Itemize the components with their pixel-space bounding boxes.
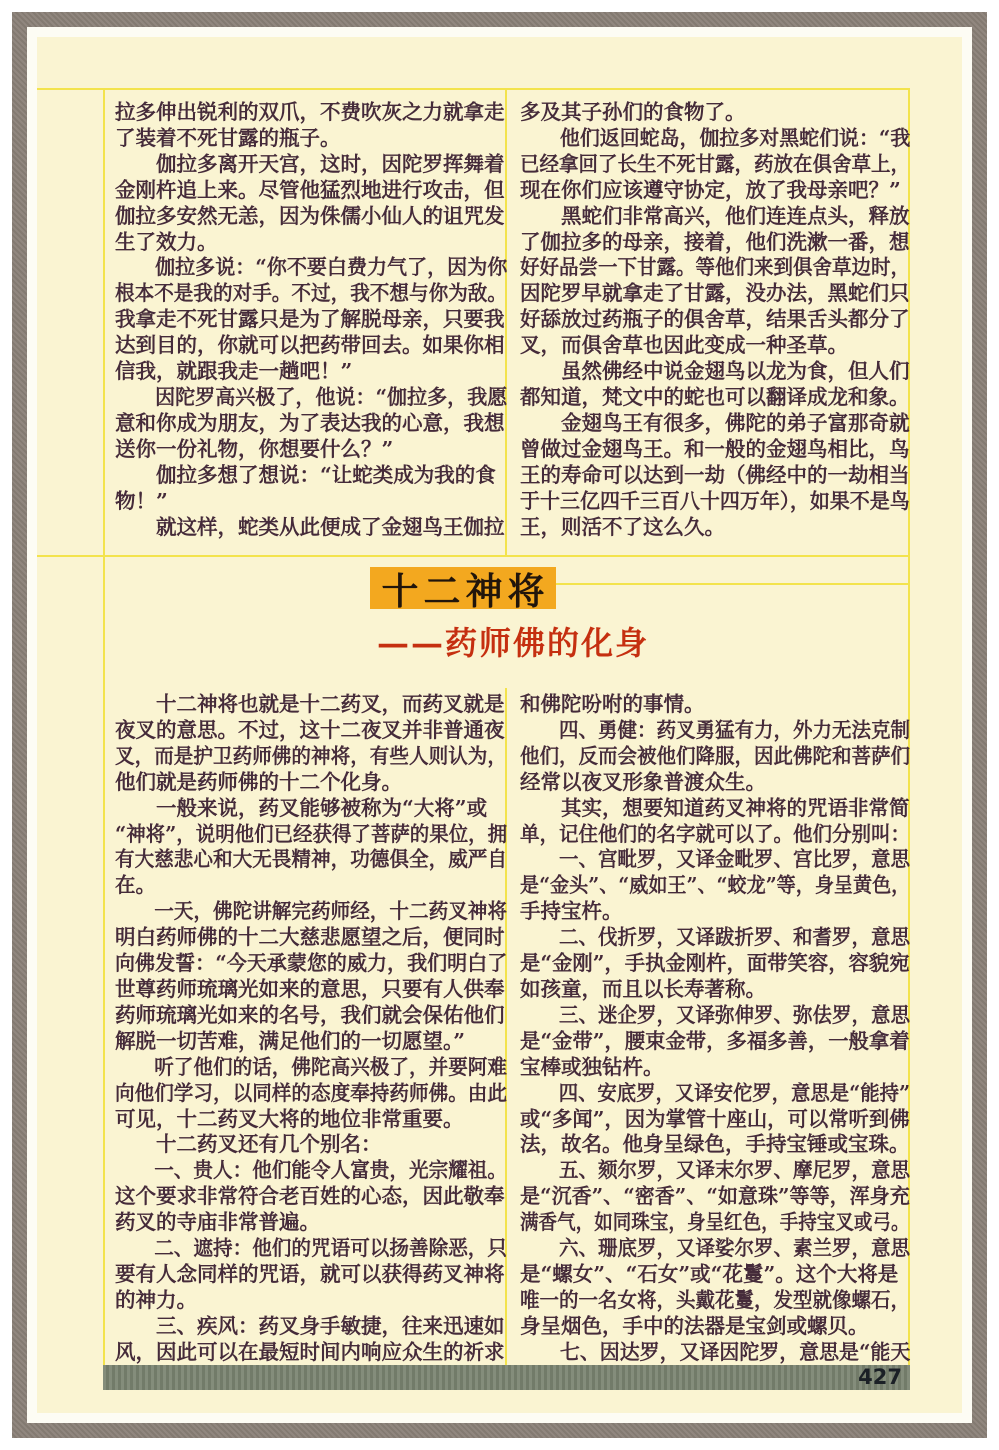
text-line: 曾做过金翅鸟王。和一般的金翅鸟相比，鸟: [520, 436, 910, 461]
page-body: [37, 37, 962, 1413]
text-line: 法，故名。他身呈绿色，手持宝锤或宝珠。: [520, 1132, 910, 1157]
text-line: 因陀罗高兴极了，他说：“伽拉多，我愿: [115, 384, 508, 409]
footer-bar: [103, 1365, 910, 1390]
text-line: 了伽拉多的母亲，接着，他们洗漱一番，想: [520, 229, 910, 254]
text-line: 药叉的寺庙非常普遍。: [115, 1210, 320, 1235]
text-line: 金翅鸟王有很多，佛陀的弟子富那奇就: [520, 410, 910, 435]
text-line: 满香气，如同珠宝，身呈红色，手持宝叉或弓。: [520, 1210, 910, 1235]
text-line: 四、安底罗，又译安佗罗，意思是“能持”: [520, 1080, 911, 1105]
text-line: 这个要求非常符合老百姓的心态，因此敬奉: [115, 1184, 505, 1209]
text-line: 如孩童，而且以长寿著称。: [520, 976, 766, 1001]
text-line: 三、迷企罗，又译弥伸罗、弥佉罗，意思: [520, 1002, 910, 1027]
text-line: 有大慈悲心和大无畏精神，功德俱全，威严自: [115, 847, 507, 872]
text-line: 王，则活不了这么久。: [520, 514, 725, 539]
text-line: 他们就是药师佛的十二个化身。: [115, 769, 402, 794]
text-line: 生了效力。: [115, 229, 218, 254]
text-line: 二、伐折罗，又译跋折罗、和耆罗，意思: [520, 925, 910, 950]
page-border-frame: [12, 12, 987, 1438]
text-line: 明白药师佛的十二大慈悲愿望之后，便同时: [115, 925, 505, 950]
text-line: 在。: [115, 873, 156, 898]
page-number: 427: [858, 1365, 902, 1389]
text-line: 意和你成为朋友，为了表达我的心意，我想: [115, 410, 505, 435]
page-inner-margin: [27, 27, 972, 1423]
text-line: 宝棒或独钻杵。: [520, 1054, 664, 1079]
text-line: 达到目的，你就可以把药带回去。如果你相: [115, 333, 505, 358]
text-line: 药师琉璃光如来的名号，我们就会保佑他们: [115, 1002, 505, 1027]
text-line: 世尊药师琉璃光如来的意思，只要有人供奉: [115, 976, 505, 1001]
text-line: 都知道，梵文中的蛇也可以翻译成龙和象。: [520, 384, 910, 409]
bottom-right-column: [520, 692, 910, 1366]
text-line: 夜叉的意思。不过，这十二夜叉并非普通夜: [115, 717, 505, 742]
text-line: 和佛陀吩咐的事情。: [520, 692, 705, 716]
text-line: 就这样，蛇类从此便成了金翅鸟王伽拉: [115, 514, 505, 539]
text-line: 一天，佛陀讲解完药师经，十二药叉神将: [115, 899, 507, 924]
text-line: 他们返回蛇岛，伽拉多对黑蛇们说：“我: [520, 125, 911, 150]
text-line: 伽拉多想了想说：“让蛇类成为我的食: [115, 462, 496, 487]
text-line: 五、颏尔罗，又译末尔罗、摩尼罗，意思: [520, 1158, 910, 1183]
text-line: 是“金刚”，手执金刚杵，面带笑容，容貌宛: [520, 951, 910, 976]
text-line: 其实，想要知道药叉神将的咒语非常简: [520, 795, 910, 820]
bottom-left-column: [115, 692, 507, 1366]
text-line: 送你一份礼物，你想要什么？”: [115, 436, 394, 461]
text-line: 要有人念同样的咒语，就可以获得药叉神将: [115, 1261, 505, 1286]
title-side-rule: [556, 583, 908, 585]
text-line: 因陀罗早就拿走了甘露，没办法，黑蛇们只: [520, 281, 910, 306]
text-line: 一、贵人：他们能令人富贵，光宗耀祖。: [115, 1158, 507, 1183]
text-line: 唯一的一名女将，头戴花鬘，发型就像螺石，: [520, 1287, 910, 1312]
text-line: 好好品尝一下甘露。等他们来到俱舍草边时，: [520, 255, 910, 280]
text-line: 二、遮持：他们的咒语可以扬善除恶，只: [115, 1236, 507, 1261]
text-line: 了装着不死甘露的瓶子。: [115, 125, 341, 150]
text-line: 听了他们的话，佛陀高兴极了，并要阿难: [115, 1054, 507, 1079]
text-line: 十二药叉还有几个别名：: [115, 1132, 382, 1157]
text-line: 伽拉多说：“你不要白费力气了，因为你: [115, 255, 508, 280]
text-line: 一般来说，药叉能够被称为“大将”或: [115, 795, 488, 820]
text-line: 是“沉香”、“密香”、“如意珠”等等，浑身充: [520, 1184, 910, 1209]
text-line: 经常以夜叉形象普渡众生。: [520, 769, 766, 794]
text-line: 四、勇健：药叉勇猛有力，外力无法克制: [520, 717, 910, 742]
text-line: 向他们学习，以同样的态度奉持药师佛。由此: [115, 1080, 507, 1105]
text-line: 七、因达罗，又译因陀罗，意思是“能天: [520, 1339, 911, 1364]
text-line: 物！”: [115, 488, 168, 513]
text-line: 虽然佛经中说金翅鸟以龙为食，但人们: [520, 359, 910, 384]
section-subtitle: ——药师佛的化身: [377, 624, 650, 662]
text-line: 单，记住他们的名字就可以了。他们分别叫：: [520, 821, 910, 846]
text-line: 拉多伸出锐利的双爪，不费吹灰之力就拿走: [115, 100, 505, 124]
text-line: 现在你们应该遵守协定，放了我母亲吧？”: [520, 177, 901, 202]
text-line: 叉，而俱舍草也因此变成一种圣草。: [520, 333, 848, 358]
top-right-column: [520, 100, 910, 540]
top-rule-line: [37, 88, 910, 90]
text-line: 黑蛇们非常高兴，他们连连点头，释放: [520, 203, 910, 228]
text-line: 已经拿回了长生不死甘露，药放在俱舍草上，: [520, 151, 910, 176]
text-line: 三、疾风：药叉身手敏捷，往来迅速如: [115, 1313, 505, 1338]
section-title: 十二神将: [370, 567, 556, 609]
section-separator-line: [37, 555, 910, 557]
text-line: 金刚杵追上来。尽管他猛烈地进行攻击，但: [115, 177, 505, 202]
text-line: 我拿走不死甘露只是为了解脱母亲，只要我: [115, 307, 505, 332]
text-line: 王的寿命可以达到一劫（佛经中的一劫相当: [520, 462, 910, 487]
top-left-column: [115, 100, 507, 540]
text-line: 身呈烟色，手中的法器是宝剑或螺贝。: [520, 1313, 869, 1338]
text-line: 六、珊底罗，又译娑尔罗、素兰罗，意思: [520, 1236, 910, 1261]
text-line: 是“螺女”、“石女”或“花鬘”。这个大将是: [520, 1261, 899, 1286]
text-line: 他们，反而会被他们降服，因此佛陀和菩萨们: [520, 743, 910, 768]
text-line: 信我，就跟我走一趟吧！”: [115, 359, 353, 384]
text-line: 风，因此可以在最短时间内响应众生的祈求: [115, 1339, 505, 1364]
text-line: “神将”，说明他们已经获得了菩萨的果位，拥: [115, 821, 508, 846]
text-line: 叉，而是护卫药师佛的神将，有些人则认为，: [115, 743, 507, 768]
text-line: 可见，十二药叉大将的地位非常重要。: [115, 1106, 464, 1131]
text-line: 向佛发誓：“今天承蒙您的威力，我们明白了: [115, 951, 508, 976]
text-line: 是“金头”、“威如王”、“蛟龙”等，身呈黄色，: [520, 873, 911, 898]
text-line: 伽拉多安然无恙，因为侏儒小仙人的诅咒发: [115, 203, 505, 228]
text-line: 手持宝杵。: [520, 899, 623, 924]
text-line: 十二神将也就是十二药叉，而药叉就是: [115, 692, 505, 716]
text-line: 伽拉多离开天宫，这时，因陀罗挥舞着: [115, 151, 505, 176]
text-line: 是“金带”，腰束金带，多福多善，一般拿着: [520, 1028, 910, 1053]
left-rule-line: [103, 88, 105, 1390]
text-line: 的神力。: [115, 1287, 197, 1312]
text-line: 于十三亿四千三百八十四万年），如果不是鸟: [520, 488, 910, 513]
text-line: 或“多闻”，因为掌管十座山，可以常听到佛: [520, 1106, 910, 1131]
text-line: 根本不是我的对手。不过，我不想与你为敌。: [115, 281, 507, 306]
text-line: 好舔放过药瓶子的俱舍草，结果舌头都分了: [520, 307, 910, 332]
text-line: 一、宫毗罗，又译金毗罗、宫比罗，意思: [520, 847, 910, 872]
text-line: 解脱一切苦难，满足他们的一切愿望。”: [115, 1028, 466, 1053]
text-line: 多及其子孙们的食物了。: [520, 100, 746, 124]
